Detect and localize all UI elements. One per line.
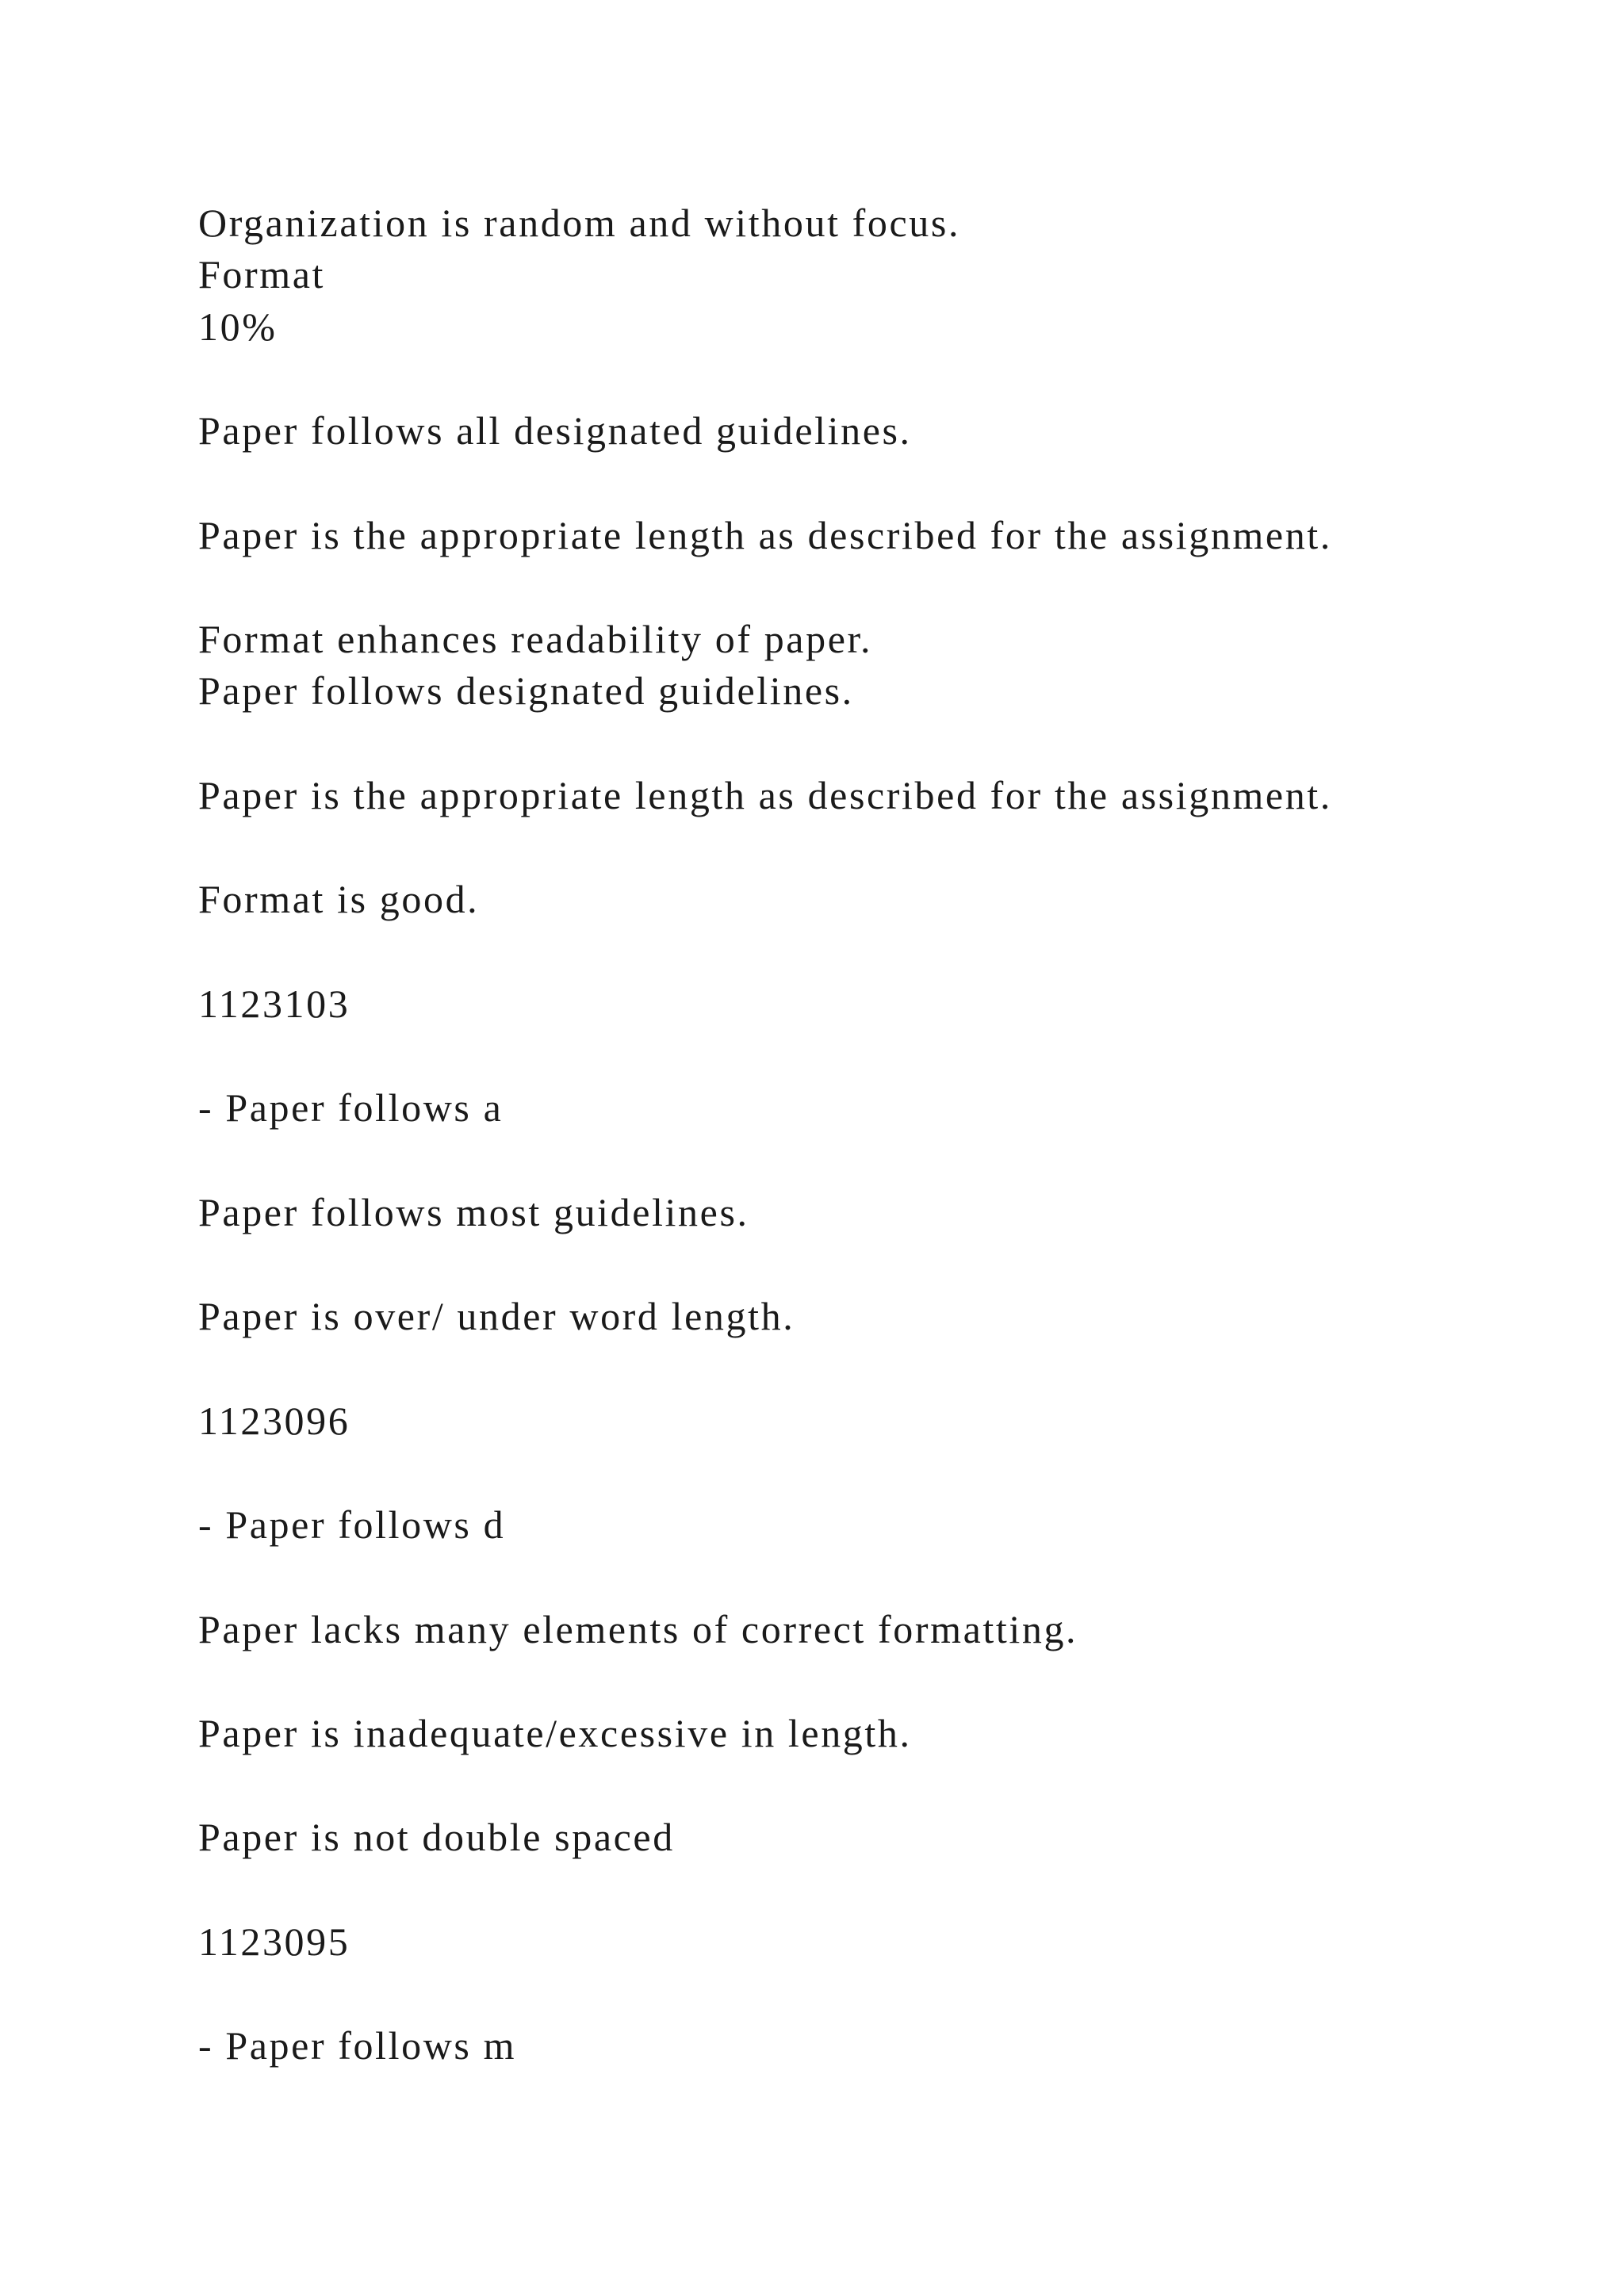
text-line: Paper follows designated guidelines.: [198, 668, 854, 713]
text-line-organization: Organization is random and without focus.: [198, 201, 961, 245]
text-line-id: 1123095: [198, 1919, 350, 1964]
text-line-format-weight: 10%: [198, 304, 278, 349]
text-line-id: 1123103: [198, 982, 350, 1026]
text-line: Paper follows all designated guidelines.: [198, 408, 912, 453]
text-line: Format is good.: [198, 877, 480, 921]
text-line: - Paper follows a: [198, 1085, 504, 1130]
text-line: - Paper follows m: [198, 2023, 517, 2068]
text-line: - Paper follows d: [198, 1502, 506, 1547]
text-line: Paper is inadequate/excessive in length.: [198, 1711, 912, 1755]
text-line-format-heading: Format: [198, 252, 326, 297]
text-line-id: 1123096: [198, 1399, 350, 1443]
text-line: Paper is the appropriate length as described for the assignment.: [198, 773, 1332, 817]
text-line: Paper lacks many elements of correct formatting.: [198, 1607, 1078, 1651]
text-line: Paper is over/ under word length.: [198, 1294, 795, 1338]
text-line: Paper follows most guidelines.: [198, 1190, 749, 1234]
text-line: Paper is the appropriate length as described for the assignment.: [198, 513, 1332, 557]
text-line: Format enhances readability of paper.: [198, 617, 873, 661]
text-line: Paper is not double spaced: [198, 1815, 675, 1859]
